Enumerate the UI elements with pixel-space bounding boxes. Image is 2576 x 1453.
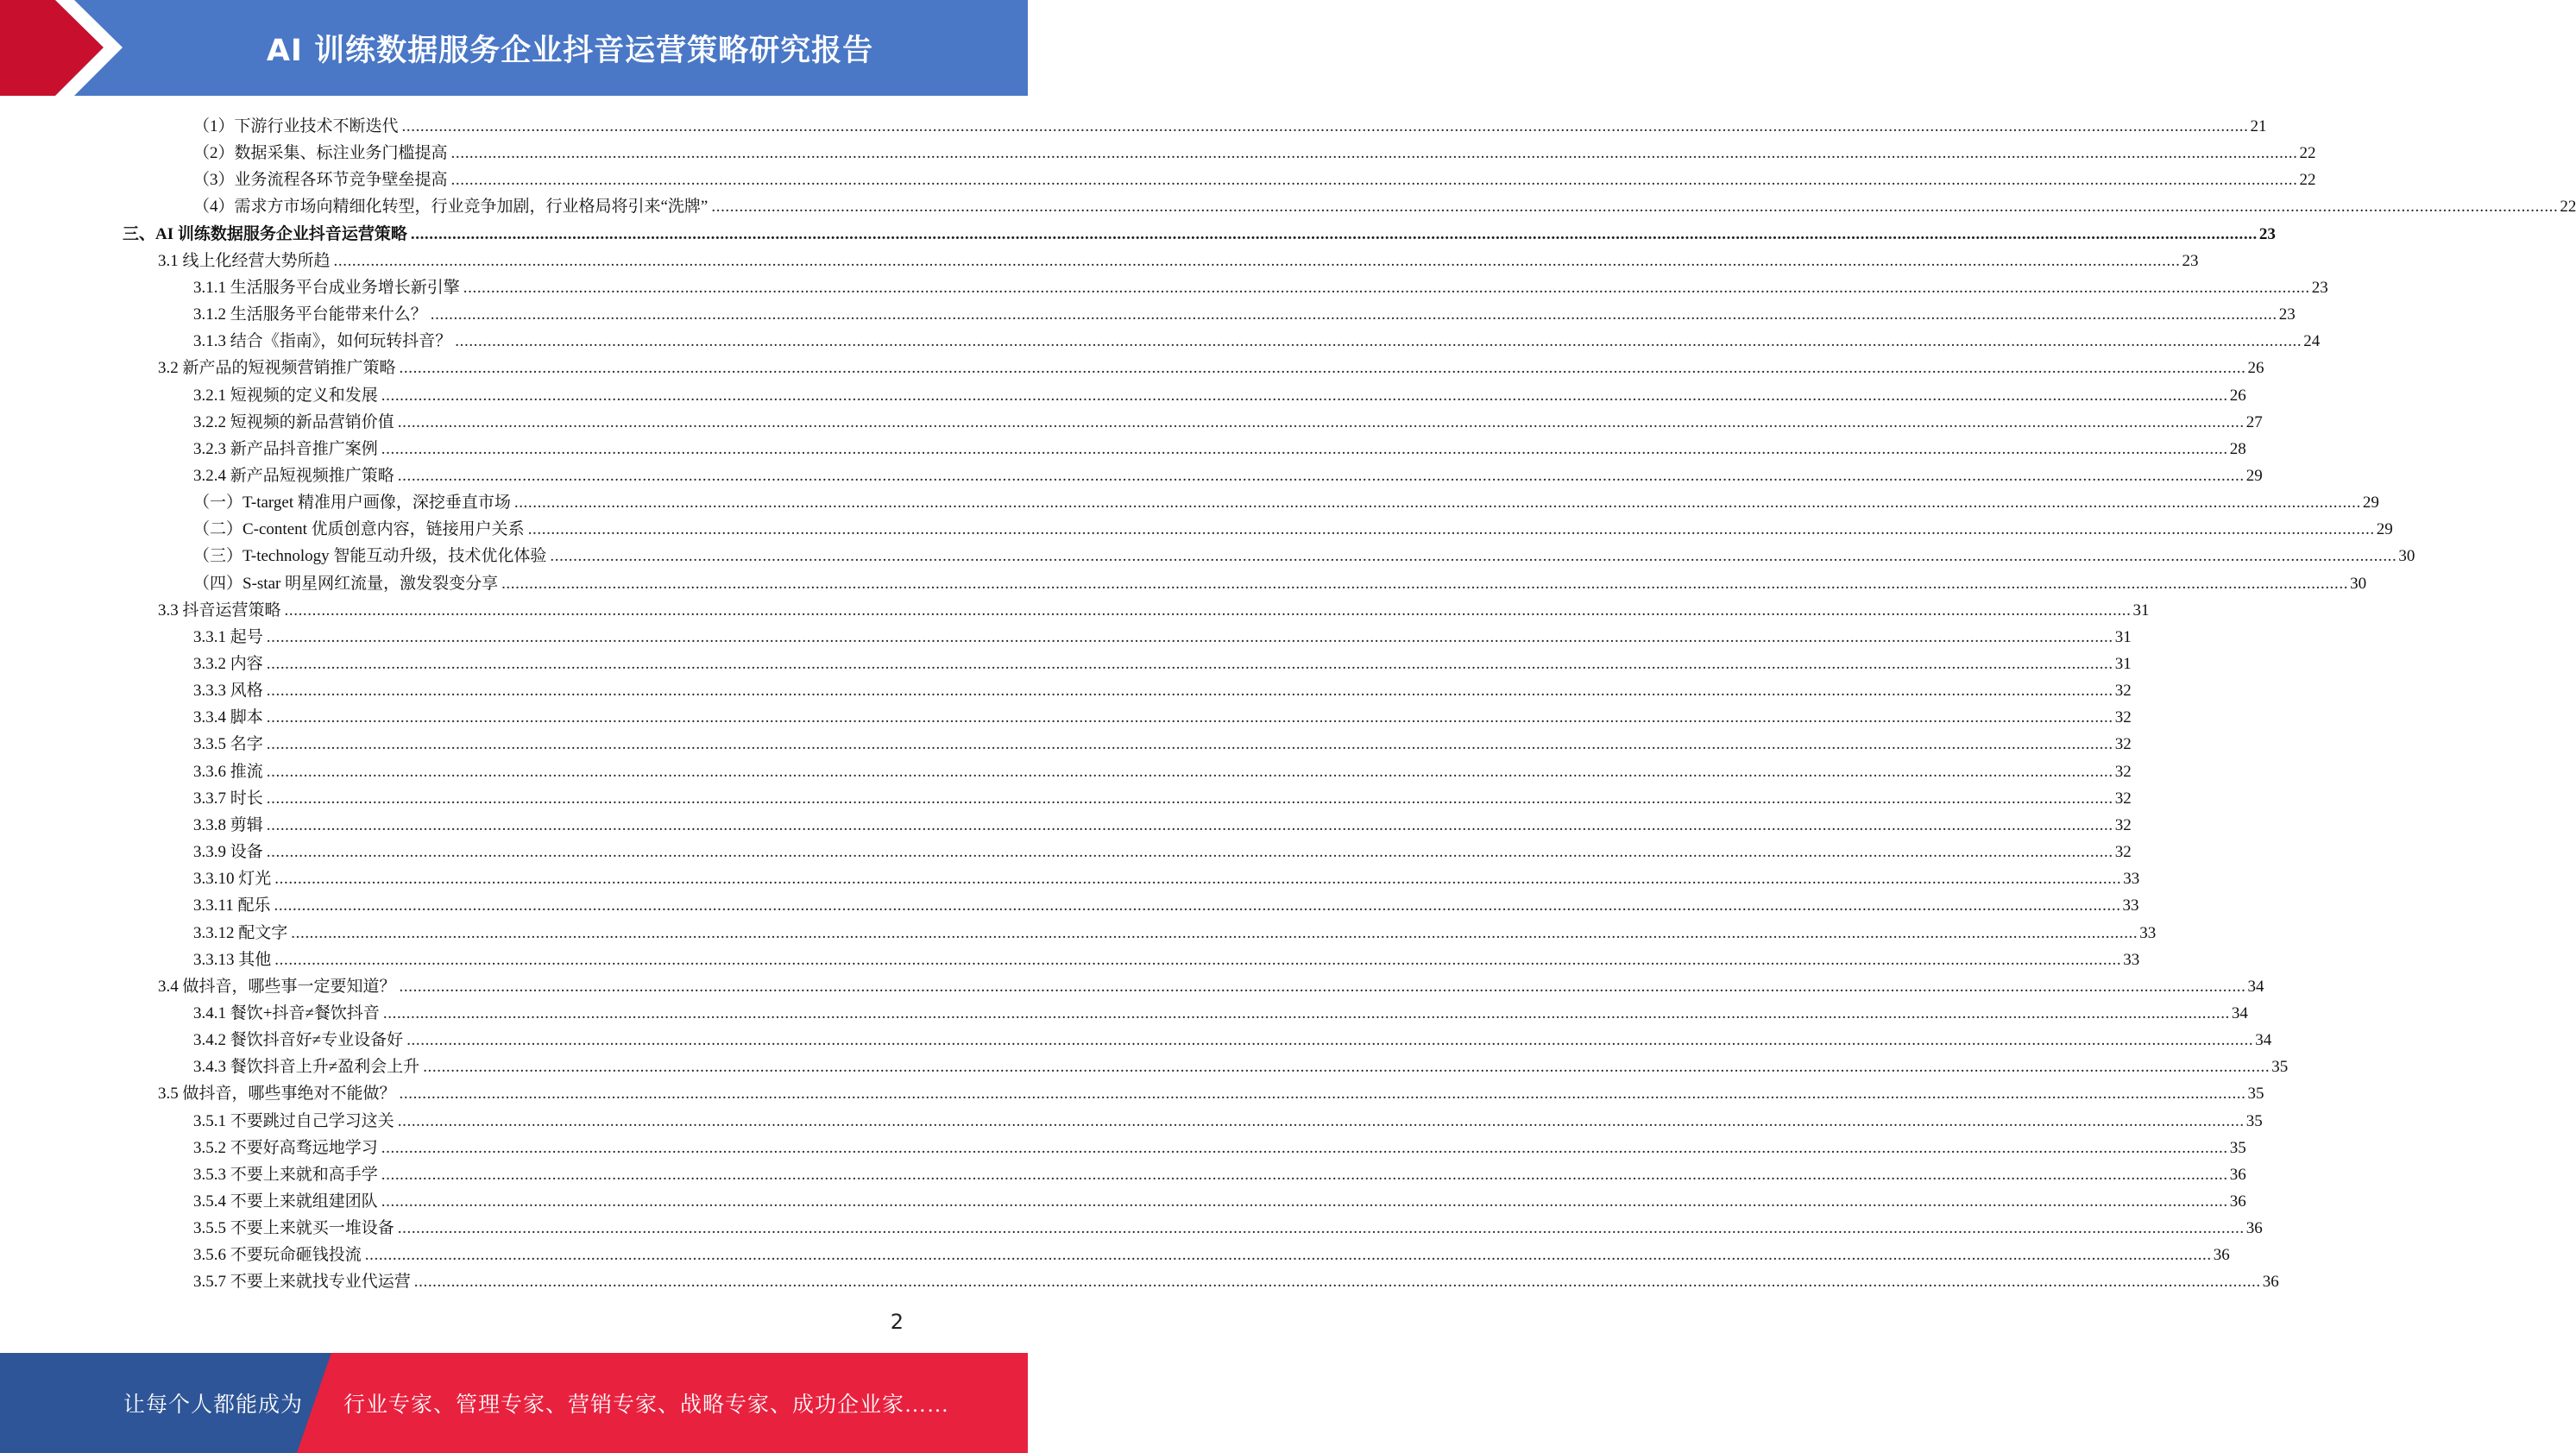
toc-dot-leader: ................................................................................................................................................................................................................................................................................................................................................................................................................ [266,815,2113,834]
toc-entry-page: 32 [2114,789,2132,808]
toc-entry[interactable] [193,997,2248,1023]
toc-entry[interactable] [193,943,2140,970]
toc-entry-label: 3.4 做抖音，哪些事一定要知道？ [158,977,396,996]
toc-entry[interactable] [193,379,2246,406]
toc-entry-page: 24 [2303,332,2321,351]
toc-entry-label: （二）C-content 优质创意内容，链接用户关系 [193,520,525,539]
toc-dot-leader: ................................................................................................................................................................................................................................................................................................................................................................................................................ [381,1192,2228,1211]
toc-entry-label: 3.3.4 脚本 [193,708,263,727]
toc-entry[interactable] [193,110,2267,136]
toc-entry-label: （1）下游行业技术不断迭代 [193,117,399,135]
toc-entry-page: 35 [2245,1111,2263,1130]
page-number: 2 [890,1310,904,1334]
toc-entry-page: 36 [2262,1273,2279,1292]
toc-dot-leader: ................................................................................................................................................................................................................................................................................................................................................................................................................ [450,171,2298,190]
toc-entry[interactable] [193,271,2328,298]
toc-entry-label: 3.5.6 不要玩命砸钱投流 [193,1246,362,1265]
toc-entry-label: 3.3.11 配乐 [193,896,271,915]
toc-entry-page: 33 [2123,870,2140,889]
toc-dot-leader: ................................................................................................................................................................................................................................................................................................................................................................................................................ [550,547,2397,566]
toc-entry-label: （4）需求方市场向精细化转型，行业竞争加剧，行业格局将引来“洗牌” [193,198,709,217]
toc-dot-leader: ................................................................................................................................................................................................................................................................................................................................................................................................................ [397,1219,2245,1238]
toc-entry-page: 36 [2213,1246,2230,1265]
toc-entry-page: 34 [2231,1003,2248,1022]
toc-entry-label: 3.5.4 不要上来就组建团队 [193,1192,378,1211]
toc-entry[interactable] [193,486,2379,513]
toc-dot-leader: ................................................................................................................................................................................................................................................................................................................................................................................................................ [381,439,2228,458]
toc-dot-leader: ................................................................................................................................................................................................................................................................................................................................................................................................................ [397,1111,2245,1130]
toc-entry-label: 3.1.1 生活服务平台成业务增长新引擎 [193,278,460,297]
toc-dot-leader: ................................................................................................................................................................................................................................................................................................................................................................................................................ [410,224,2258,243]
toc-dot-leader: ................................................................................................................................................................................................................................................................................................................................................................................................................ [463,278,2310,297]
toc-entry-label: 3.2.1 短视频的定义和发展 [193,386,378,405]
toc-entry-page: 35 [2247,1085,2264,1104]
toc-entry-label: 3.4.1 餐饮+抖音≠餐饮抖音 [193,1003,380,1022]
toc-dot-leader: ................................................................................................................................................................................................................................................................................................................................................................................................................ [413,1273,2261,1292]
toc-entry-label: 3.2.3 新产品抖音推广案例 [193,439,378,458]
toc-entry-label: 3.3.8 剪辑 [193,815,263,834]
toc-dot-leader: ................................................................................................................................................................................................................................................................................................................................................................................................................ [513,494,2361,513]
document-title: AI 训练数据服务企业抖音运营策略研究报告 [266,33,874,68]
toc-entry-page: 26 [2229,386,2246,405]
toc-entry[interactable] [158,1077,2264,1104]
toc-entry-label: 3.3.2 内容 [193,655,263,673]
toc-entry-page: 34 [2247,977,2264,996]
toc-entry-page: 32 [2114,735,2132,754]
toc-entry-page: 31 [2114,655,2132,673]
toc-entry[interactable] [193,406,2263,432]
toc-entry[interactable] [193,916,2157,943]
toc-entry[interactable] [158,351,2264,378]
toc-entry-page: 33 [2122,896,2139,915]
toc-entry-page: 30 [2350,574,2367,593]
toc-entry-page: 29 [2376,520,2393,539]
toc-entry[interactable] [193,513,2393,539]
toc-dot-leader: ................................................................................................................................................................................................................................................................................................................................................................................................................ [399,359,2246,378]
toc-dot-leader: ................................................................................................................................................................................................................................................................................................................................................................................................................ [364,1246,2212,1265]
toc-entry[interactable] [193,674,2132,701]
footer-slogan-right: 行业专家、管理专家、营销专家、战略专家、成功企业家…… [343,1393,950,1417]
toc-entry-page: 22 [2299,171,2316,190]
toc-entry[interactable] [193,620,2132,647]
toc-dot-leader: ................................................................................................................................................................................................................................................................................................................................................................................................................ [501,574,2349,593]
toc-entry[interactable] [193,298,2296,324]
toc-dot-leader: ................................................................................................................................................................................................................................................................................................................................................................................................................ [266,682,2113,701]
toc-dot-leader: ................................................................................................................................................................................................................................................................................................................................................................................................................ [401,117,2249,135]
toc-entry-page: 29 [2245,466,2263,485]
toc-entry-page: 31 [2114,627,2132,646]
toc-entry[interactable] [193,1265,2279,1292]
toc-entry-label: 3.2 新产品的短视频营销推广策略 [158,359,396,378]
footer-slogan-left: 让每个人都能成为 [123,1393,304,1417]
toc-entry[interactable] [193,727,2132,754]
toc-entry-page: 23 [2278,305,2296,324]
toc-entry[interactable] [193,459,2263,486]
footer-banner [0,1353,1028,1453]
toc-entry-label: （四）S-star 明星网红流量，激发裂变分享 [193,574,499,593]
toc-dot-leader: ................................................................................................................................................................................................................................................................................................................................................................................................................ [527,520,2375,539]
toc-entry-page: 28 [2229,439,2246,458]
toc-dot-leader: ................................................................................................................................................................................................................................................................................................................................................................................................................ [450,144,2298,163]
toc-entry-label: （一）T-target 精准用户画像，深挖垂直市场 [193,494,511,513]
toc-dot-leader: ................................................................................................................................................................................................................................................................................................................................................................................................................ [381,1165,2228,1184]
toc-entry[interactable] [193,1050,2289,1077]
toc-dot-leader: ................................................................................................................................................................................................................................................................................................................................................................................................................ [406,1031,2254,1050]
toc-dot-leader: ................................................................................................................................................................................................................................................................................................................................................................................................................ [381,1138,2228,1157]
toc-entry-page: 30 [2398,547,2415,566]
toc-entry-page: 23 [2258,224,2276,243]
toc-entry[interactable] [193,324,2321,351]
toc-entry[interactable] [193,808,2132,835]
header-banner [0,0,1028,96]
toc-entry-label: 3.3.3 风格 [193,682,263,701]
toc-entry[interactable] [193,1158,2246,1185]
toc-entry[interactable] [193,647,2132,674]
toc-dot-leader: ................................................................................................................................................................................................................................................................................................................................................................................................................ [397,412,2245,431]
toc-entry-label: 3.3.13 其他 [193,950,272,969]
toc-entry[interactable] [193,1211,2263,1238]
toc-entry-label: 3.5.3 不要上来就和高手学 [193,1165,378,1184]
toc-entry[interactable] [193,835,2132,862]
toc-entry[interactable] [193,1104,2263,1131]
toc-entry-page: 34 [2255,1031,2272,1050]
toc-dot-leader: ................................................................................................................................................................................................................................................................................................................................................................................................................ [333,251,2181,270]
toc-entry[interactable] [193,432,2246,459]
toc-entry-label: 3.5 做抖音，哪些事绝对不能做？ [158,1085,396,1104]
toc-entry[interactable] [193,190,2576,217]
toc-dot-leader: ................................................................................................................................................................................................................................................................................................................................................................................................................ [284,601,2132,620]
toc-entry-label: 3.3.10 灯光 [193,870,272,889]
toc-entry-label: 三、AI 训练数据服务企业抖音运营策略 [123,224,407,243]
toc-entry-page: 21 [2250,117,2267,135]
toc-entry-page: 29 [2362,494,2379,513]
toc-entry-label: 3.1.3 结合《指南》，如何玩转抖音？ [193,332,452,351]
toc-entry-page: 36 [2229,1165,2246,1184]
toc-entry-label: 3.1.2 生活服务平台能带来什么？ [193,305,427,324]
toc-entry-label: （三）T-technology 智能互动升级，技术优化体验 [193,547,547,566]
toc-entry[interactable] [193,539,2415,566]
toc-entry-label: 3.5.2 不要好高骛远地学习 [193,1138,378,1157]
toc-entry[interactable] [123,217,2276,244]
toc-entry[interactable] [193,136,2316,163]
toc-entry-page: 35 [2229,1138,2246,1157]
toc-entry-page: 27 [2245,412,2263,431]
toc-dot-leader: ................................................................................................................................................................................................................................................................................................................................................................................................................ [381,386,2228,405]
toc-entry-page: 32 [2114,815,2132,834]
toc-entry-page: 35 [2271,1058,2289,1077]
toc-entry[interactable] [193,889,2139,915]
toc-entry-label: （2）数据采集、标注业务门槛提高 [193,144,448,163]
toc-dot-leader: ................................................................................................................................................................................................................................................................................................................................................................................................................ [455,332,2302,351]
toc-entry-page: 23 [2311,278,2328,297]
toc-dot-leader: ................................................................................................................................................................................................................................................................................................................................................................................................................ [397,466,2245,485]
toc-dot-leader: ................................................................................................................................................................................................................................................................................................................................................................................................................ [266,789,2113,808]
toc-entry-label: 3.1 线上化经营大势所趋 [158,251,331,270]
toc-entry-label: 3.3.1 起号 [193,627,263,646]
toc-entry[interactable] [193,701,2132,727]
toc-entry[interactable] [193,1131,2246,1158]
toc-entry-page: 32 [2114,762,2132,781]
toc-entry[interactable] [193,163,2316,190]
toc-dot-leader: ................................................................................................................................................................................................................................................................................................................................................................................................................ [274,950,2122,969]
toc-dot-leader: ................................................................................................................................................................................................................................................................................................................................................................................................................ [266,627,2113,646]
toc-entry[interactable] [193,1185,2246,1211]
toc-entry[interactable] [158,970,2264,997]
toc-entry-label: 3.5.5 不要上来就买一堆设备 [193,1219,394,1238]
toc-entry-label: 3.3.9 设备 [193,843,263,862]
toc-entry[interactable] [158,244,2199,271]
toc-entry-label: 3.3.12 配文字 [193,923,288,942]
toc-entry[interactable] [193,782,2132,808]
toc-dot-leader: ................................................................................................................................................................................................................................................................................................................................................................................................................ [430,305,2277,324]
toc-entry-page: 36 [2229,1192,2246,1211]
toc-entry-label: 3.3.6 推流 [193,762,263,781]
toc-entry[interactable] [193,755,2132,782]
toc-dot-leader: ................................................................................................................................................................................................................................................................................................................................................................................................................ [382,1003,2230,1022]
toc-entry-page: 32 [2114,708,2132,727]
toc-dot-leader: ................................................................................................................................................................................................................................................................................................................................................................................................................ [266,735,2113,754]
toc-entry-label: 3.4.3 餐饮抖音上升≠盈利会上升 [193,1058,420,1077]
toc-dot-leader: ................................................................................................................................................................................................................................................................................................................................................................................................................ [266,708,2113,727]
toc-dot-leader: ................................................................................................................................................................................................................................................................................................................................................................................................................ [423,1058,2271,1077]
toc-dot-leader: ................................................................................................................................................................................................................................................................................................................................................................................................................ [266,762,2113,781]
toc-entry-page: 26 [2247,359,2264,378]
toc-entry-label: 3.3 抖音运营策略 [158,601,281,620]
toc-entry-page: 32 [2114,682,2132,701]
toc-entry-label: （3）业务流程各环节竞争壁垒提高 [193,171,448,190]
toc-entry-label: 3.2.4 新产品短视频推广策略 [193,466,394,485]
toc-entry-label: 3.5.1 不要跳过自己学习这关 [193,1111,394,1130]
toc-dot-leader: ................................................................................................................................................................................................................................................................................................................................................................................................................ [274,870,2122,889]
toc-entry-page: 36 [2245,1219,2263,1238]
toc-entry-page: 33 [2123,950,2140,969]
toc-entry-page: 33 [2139,923,2157,942]
toc-entry-label: 3.3.5 名字 [193,735,263,754]
toc-entry-label: 3.5.7 不要上来就找专业代运营 [193,1273,411,1292]
toc-entry-label: 3.2.2 短视频的新品营销价值 [193,412,394,431]
toc-dot-leader: ................................................................................................................................................................................................................................................................................................................................................................................................................ [711,198,2559,217]
toc-entry[interactable] [158,594,2150,620]
toc-entry-page: 31 [2132,601,2150,620]
toc-entry[interactable] [193,567,2367,594]
toc-dot-leader: ................................................................................................................................................................................................................................................................................................................................................................................................................ [399,977,2246,996]
toc-entry-page: 22 [2299,144,2316,163]
toc-entry[interactable] [193,1238,2230,1265]
toc-dot-leader: ................................................................................................................................................................................................................................................................................................................................................................................................................ [266,843,2113,862]
toc-entry-page: 32 [2114,843,2132,862]
toc-dot-leader: ................................................................................................................................................................................................................................................................................................................................................................................................................ [274,896,2121,915]
toc-dot-leader: ................................................................................................................................................................................................................................................................................................................................................................................................................ [399,1085,2246,1104]
toc-entry-page: 22 [2560,198,2576,217]
toc-entry-page: 23 [2182,251,2199,270]
toc-entry[interactable] [193,862,2140,889]
toc-entry-label: 3.3.7 时长 [193,789,263,808]
toc-entry[interactable] [193,1023,2272,1050]
toc-entry-label: 3.4.2 餐饮抖音好≠专业设备好 [193,1031,404,1050]
toc-dot-leader: ................................................................................................................................................................................................................................................................................................................................................................................................................ [266,655,2113,673]
toc-dot-leader: ................................................................................................................................................................................................................................................................................................................................................................................................................ [291,923,2138,942]
